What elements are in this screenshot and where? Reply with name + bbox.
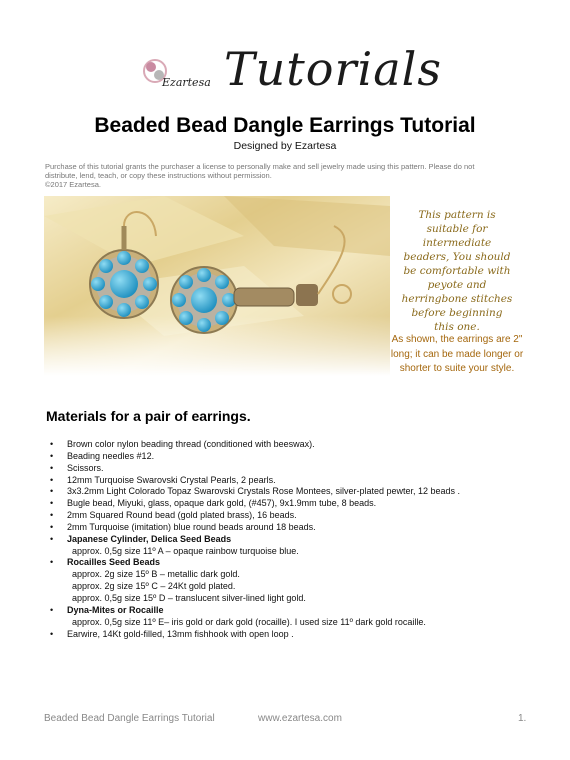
bullet: • bbox=[50, 521, 54, 532]
bullet: • bbox=[50, 498, 54, 509]
list-item-text: approx. 2g size 15º C – 24Kt gold plated. bbox=[72, 581, 236, 592]
earrings-photo bbox=[44, 196, 390, 376]
bullet: • bbox=[50, 628, 54, 639]
list-item-text: 12mm Turquoise Swarovski Crystal Pearls, 2 pearls. bbox=[67, 474, 276, 485]
materials-heading: Materials for a pair of earrings. bbox=[46, 408, 251, 424]
list-item-text: Earwire, 14Kt gold-filled, 13mm fishhook with open loop . bbox=[67, 628, 294, 639]
list-item bbox=[50, 498, 530, 510]
list-item bbox=[50, 486, 530, 498]
note-line: be comfortable with bbox=[403, 265, 511, 277]
footer-title: Beaded Bead Dangle Earrings Tutorial bbox=[44, 713, 215, 724]
bullet: • bbox=[50, 510, 54, 521]
note-line: before beginning bbox=[411, 307, 503, 319]
list-item-detail bbox=[50, 617, 530, 629]
bullet: • bbox=[50, 486, 54, 497]
list-item-text: Japanese Cylinder, Delica Seed Beads bbox=[67, 533, 232, 544]
list-item-text: approx. 0,5g size 11º A – opaque rainbow turquoise blue. bbox=[72, 545, 299, 556]
list-item-text: approx. 0,5g size 15º D – translucent silver-lined light gold. bbox=[72, 592, 306, 603]
list-item-text: Scissors. bbox=[67, 462, 104, 473]
note-line: suitable for bbox=[426, 223, 488, 235]
list-item bbox=[50, 557, 530, 569]
list-item-detail bbox=[50, 546, 530, 558]
note-line: peyote and bbox=[427, 279, 487, 291]
list-item bbox=[50, 439, 530, 451]
list-item bbox=[50, 475, 530, 487]
list-item-text: Bugle bead, Miyuki, glass, opaque dark gold, (#457), 9x1.9mm tube, 8 beads. bbox=[67, 498, 377, 509]
designer-credit: Designed by Ezartesa bbox=[233, 140, 337, 152]
list-item bbox=[50, 605, 530, 617]
list-item-text: 2mm Turquoise (imitation) blue round beads around 18 beads. bbox=[67, 521, 316, 532]
materials-list bbox=[50, 439, 530, 640]
note-line: beaders, You should bbox=[403, 251, 511, 263]
bullet: • bbox=[50, 450, 54, 461]
bullet: • bbox=[50, 474, 54, 485]
list-item-detail bbox=[50, 581, 530, 593]
list-item-text: approx. 2g size 15º B – metallic dark gold. bbox=[72, 569, 240, 580]
list-item-text: Beading needles #12. bbox=[67, 450, 155, 461]
list-item-text: 3x3.2mm Light Colorado Topaz Swarovski Crystals Rose Montees, silver-plated pewter, 12 beads . bbox=[67, 486, 461, 497]
list-item-text: approx. 0,5g size 11º E– iris gold or dark gold (rocaille). I used size 11º dark gold rocaille. bbox=[72, 616, 426, 627]
document-title: Beaded Bead Dangle Earrings Tutorial bbox=[94, 114, 476, 137]
size-note-line: shorter to suite your style. bbox=[399, 363, 515, 374]
list-item-text: Rocailles Seed Beads bbox=[67, 557, 161, 568]
brand-name: Ezartesa bbox=[162, 76, 211, 89]
list-item bbox=[50, 510, 530, 522]
copyright-line: ©2017 Ezartesa. bbox=[45, 180, 101, 189]
license-line: Purchase of this tutorial grants the purchaser a license to personally make and sell jewelry made using this pattern. Please do not bbox=[45, 162, 475, 171]
list-item-detail bbox=[50, 569, 530, 581]
tutorials-logo bbox=[132, 42, 442, 108]
license-notice bbox=[45, 162, 525, 189]
beaded-earrings-photo-icon bbox=[44, 196, 390, 376]
list-item bbox=[50, 534, 530, 546]
list-item bbox=[50, 451, 530, 463]
list-item-text: 2mm Squared Round bead (gold plated brass), 16 beads. bbox=[67, 510, 297, 521]
bullet: • bbox=[50, 533, 54, 544]
list-item bbox=[50, 463, 530, 475]
bullet: • bbox=[50, 604, 54, 615]
list-item-text: Dyna-Mites or Rocaille bbox=[67, 604, 164, 615]
size-note bbox=[388, 333, 526, 377]
list-item bbox=[50, 629, 530, 641]
bullet: • bbox=[50, 439, 54, 449]
list-item bbox=[50, 522, 530, 534]
license-line: distribute, lend, teach, or copy these instructions without permission. bbox=[45, 171, 272, 180]
size-note-line: As shown, the earrings are 2" bbox=[391, 334, 523, 345]
note-line: intermediate bbox=[422, 237, 492, 249]
note-line: herringbone stitches bbox=[401, 293, 513, 305]
note-line: this one. bbox=[434, 321, 480, 333]
size-note-line: long; it can be made longer or bbox=[390, 348, 524, 360]
footer-url: www.ezartesa.com bbox=[258, 713, 342, 724]
page-number: 1. bbox=[518, 713, 527, 724]
note-line: This pattern is bbox=[418, 209, 496, 221]
list-item-detail bbox=[50, 593, 530, 605]
list-item-text: Brown color nylon beading thread (conditioned with beeswax). bbox=[67, 439, 315, 449]
bullet: • bbox=[50, 462, 54, 473]
logo-title: Tutorials bbox=[224, 42, 442, 96]
skill-level-note bbox=[390, 208, 524, 334]
bullet: • bbox=[50, 557, 54, 568]
